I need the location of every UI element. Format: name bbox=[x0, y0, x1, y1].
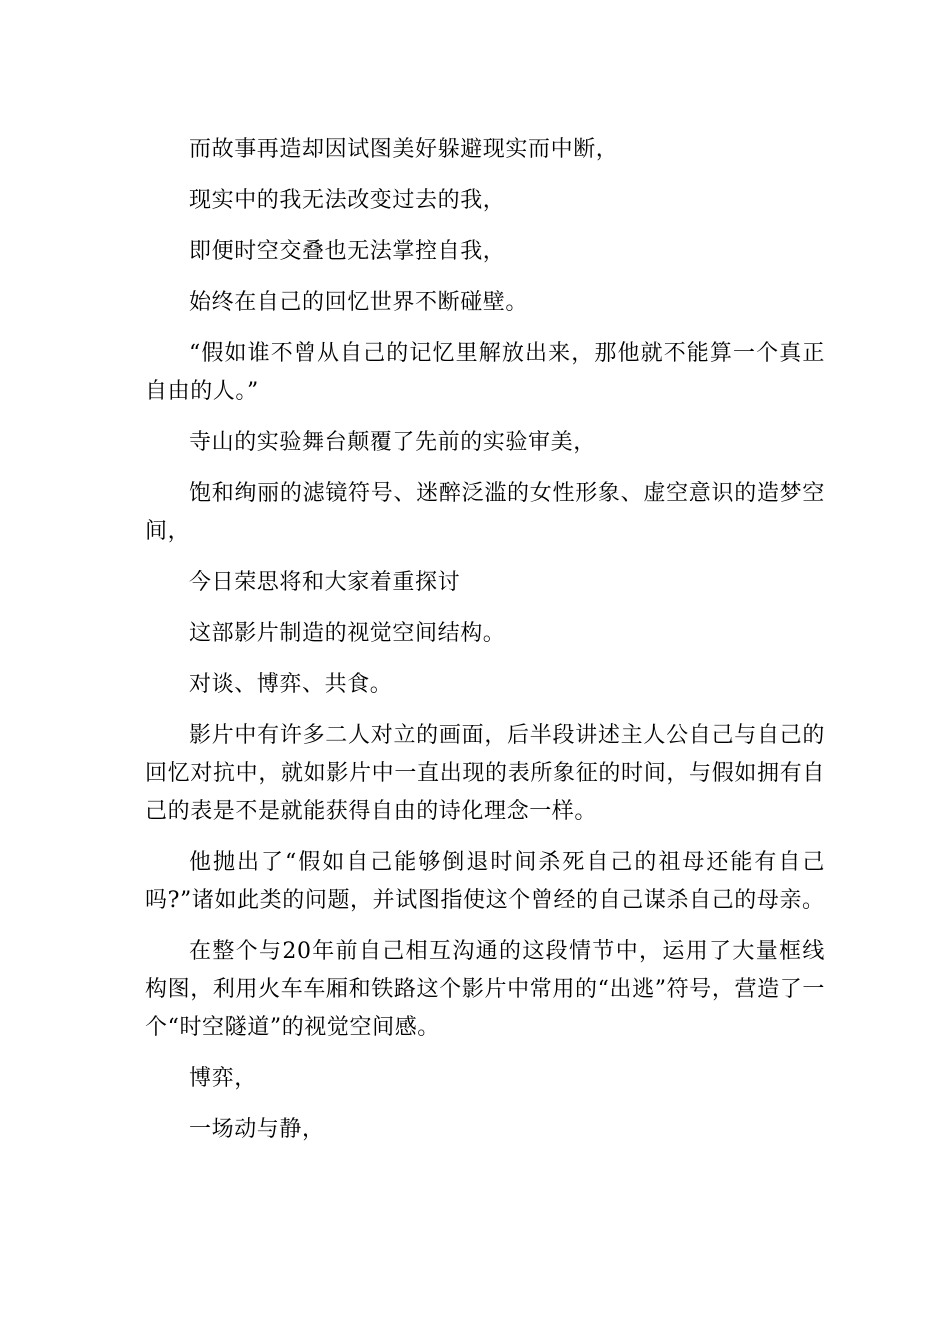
paragraph: 现实中的我无法改变过去的我， bbox=[189, 188, 506, 213]
paragraph: 即便时空交叠也无法掌控自我， bbox=[189, 239, 506, 264]
paragraph: 今日荣思将和大家着重探讨 bbox=[189, 570, 461, 595]
paragraph: 影片中有许多二人对立的画面，后半段讲述主人公自己与自己的回忆对抗中，就如影片中一直出现的表所象征的时间，与假如拥有自己的表是不是就能获得自由的诗化理念一样。 bbox=[145, 723, 825, 824]
paragraph: 饱和绚丽的滤镜符号、迷醉泛滥的女性形象、虚空意识的造梦空间， bbox=[145, 481, 825, 544]
paragraph: “假如谁不曾从自己的记忆里解放出来，那他就不能算一个真正自由的人。” bbox=[145, 341, 825, 404]
paragraph: 始终在自己的回忆世界不断碰壁。 bbox=[189, 290, 529, 315]
paragraph: 他抛出了“假如自己能够倒退时间杀死自己的祖母还能有自己吗?”诸如此类的问题，并试图指使这个曾经的自己谋杀自己的母亲。 bbox=[145, 850, 825, 913]
document-body bbox=[145, 131, 825, 1162]
paragraph: 而故事再造却因试图美好躲避现实而中断， bbox=[189, 137, 619, 162]
paragraph: 寺山的实验舞台颠覆了先前的实验审美， bbox=[189, 430, 596, 455]
paragraph: 一场动与静， bbox=[189, 1117, 325, 1142]
paragraph: 对谈、博弈、共食。 bbox=[189, 672, 393, 697]
paragraph: 博弈， bbox=[189, 1066, 257, 1091]
paragraph: 这部影片制造的视觉空间结构。 bbox=[189, 621, 506, 646]
paragraph: 在整个与20年前自己相互沟通的这段情节中，运用了大量框线构图，利用火车车厢和铁路这个影片中常用的“出逃”符号，营造了一个“时空隧道”的视觉空间感。 bbox=[145, 939, 825, 1040]
